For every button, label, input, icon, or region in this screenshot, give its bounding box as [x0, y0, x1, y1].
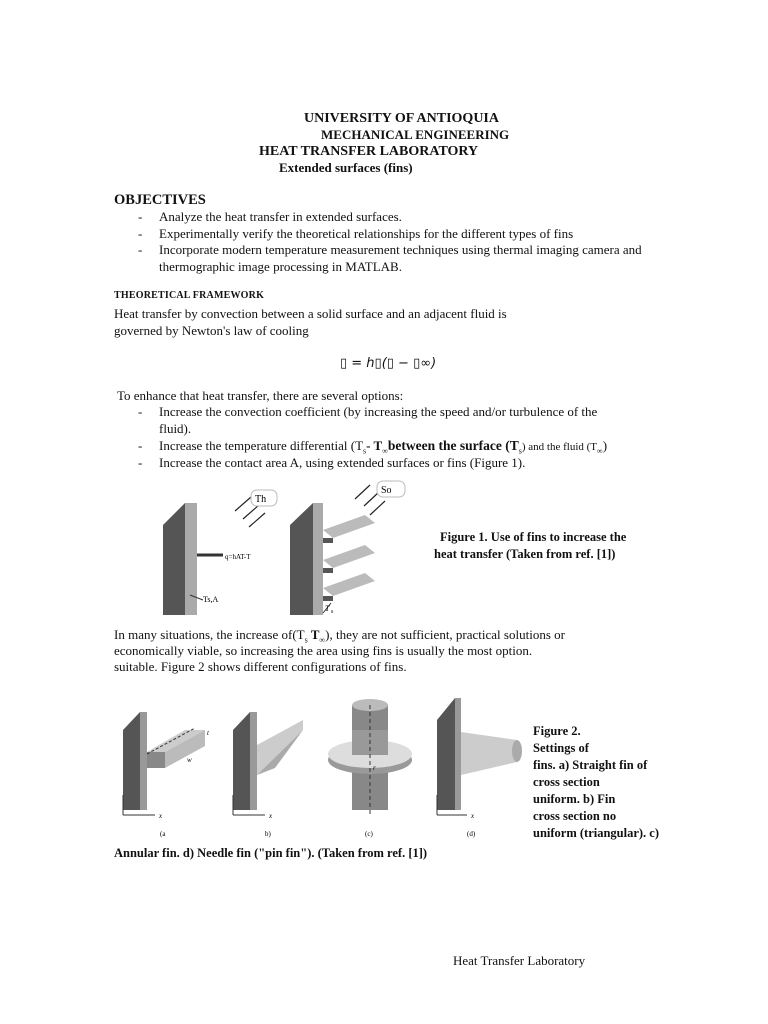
- objective-item: Analyze the heat transfer in extended surfaces.: [159, 209, 402, 224]
- figure1-illustration: [155, 475, 415, 620]
- page-footer: Heat Transfer Laboratory: [453, 953, 586, 968]
- axis-x-label: x: [159, 812, 163, 820]
- subscript: s: [304, 635, 308, 645]
- caption-line: uniform (triangular). c): [533, 826, 660, 840]
- subscript: ∞: [319, 635, 326, 645]
- framework-heading: THEORETICAL FRAMEWORK: [114, 290, 265, 301]
- caption-line: uniform. b) Fin: [533, 792, 616, 806]
- fin-middle: [323, 545, 375, 568]
- objectives-heading: OBJECTIVES: [114, 192, 206, 208]
- label-hat: q=hAT-T: [225, 553, 251, 561]
- enhance-intro: To enhance that heat transfer, there are several options:: [117, 388, 404, 403]
- figure2-caption-tail: Annular fin. d) Needle fin ("pin fin"). (Taken from ref. [1]): [114, 846, 428, 860]
- wall-side: [163, 503, 185, 615]
- caption-line: Figure 1. Use of fins to increase the: [440, 530, 627, 544]
- objective-item: Incorporate modern temperature measurement techniques using thermal imaging camera and: [159, 242, 642, 257]
- fin-d-pin: [437, 698, 522, 838]
- objective-item: Experimentally verify the theoretical relationships for the different types of fins: [159, 226, 574, 241]
- topic-title: Extended surfaces (fins): [279, 160, 413, 175]
- subscript: ∞: [597, 446, 603, 456]
- fin-b-triangular: [233, 712, 303, 838]
- fin-bottom: [323, 573, 375, 596]
- option-item: Increase the convection coefficient (by increasing the speed and/or turbulence of the: [159, 404, 598, 419]
- para-text: T: [307, 627, 320, 642]
- option-text: ) and the fluid (T: [521, 441, 598, 453]
- bullet-dash: -: [138, 455, 143, 470]
- fin-top: [323, 515, 375, 538]
- finned-wall-side: [290, 503, 313, 615]
- label-a: (a: [160, 830, 166, 838]
- framework-para-line: governed by Newton's law of cooling: [114, 323, 309, 338]
- bullet-dash: -: [138, 404, 143, 419]
- option-text: ): [602, 438, 608, 453]
- fin-a-straight-uniform: [123, 712, 210, 838]
- bullet-dash: -: [138, 438, 143, 453]
- objective-item-continued: thermographic image processing in MATLAB.: [159, 259, 402, 274]
- option-item: Increase the contact area A, using extended surfaces or fins (Figure 1).: [159, 455, 526, 470]
- department-title: MECHANICAL ENGINEERING: [321, 127, 510, 142]
- bullet-dash: -: [138, 242, 143, 257]
- label-r: r: [373, 764, 376, 772]
- label-ts-sub: s: [331, 609, 334, 615]
- option-text: - T: [366, 438, 383, 453]
- university-title: UNIVERSITY OF ANTIOQUIA: [304, 111, 499, 126]
- label-ts: T: [325, 604, 330, 613]
- subscript: ∞: [382, 446, 388, 456]
- caption-line: fins. a) Straight fin of: [533, 758, 648, 772]
- wall-face: [185, 503, 197, 615]
- caption-line: cross section: [533, 775, 600, 789]
- subscript: s: [363, 446, 367, 456]
- caption-line: cross section no: [533, 809, 617, 823]
- option-text: between the surface (T: [387, 438, 519, 453]
- label-so: So: [381, 485, 392, 496]
- caption-line: Settings of: [533, 741, 589, 755]
- label-tsa: Ts,A: [203, 595, 219, 604]
- label-b: b): [265, 830, 271, 838]
- caption-line: heat transfer (Taken from ref. [1]): [434, 547, 616, 561]
- label-d: (d): [467, 830, 476, 838]
- figure1-caption: [434, 529, 627, 563]
- para2-line: economically viable, so increasing the area using fins is usually the most option.: [114, 643, 533, 658]
- fin-c-annular: [328, 699, 412, 838]
- finned-wall-face: [313, 503, 323, 615]
- para2-line: suitable. Figure 2 shows different configurations of fins.: [114, 659, 407, 674]
- label-w: w: [187, 756, 192, 764]
- newton-cooling-equation: ▯ = h▯(▯ − ▯∞): [340, 356, 437, 371]
- bullet-dash: -: [138, 226, 143, 241]
- label-th: Th: [255, 494, 267, 505]
- para-text: ), they are not sufficient, practical solutions or: [325, 627, 565, 642]
- axis-x-label: x: [471, 812, 475, 820]
- framework-para-line: Heat transfer by convection between a solid surface and an adjacent fluid is: [114, 306, 507, 321]
- label-t: t: [207, 729, 209, 737]
- option-text: Increase the temperature differential (T: [159, 438, 364, 453]
- label-c: (c): [365, 830, 373, 838]
- figure2-illustration: [115, 690, 525, 840]
- bullet-dash: -: [138, 209, 143, 224]
- caption-line: Figure 2.: [533, 724, 581, 738]
- subscript: s: [518, 446, 522, 456]
- figure2-caption: [533, 723, 659, 842]
- option-item-continued: fluid).: [159, 421, 192, 436]
- lab-title: HEAT TRANSFER LABORATORY: [259, 144, 479, 159]
- axis-x-label: x: [269, 812, 273, 820]
- para-text: In many situations, the increase of(T: [114, 627, 305, 642]
